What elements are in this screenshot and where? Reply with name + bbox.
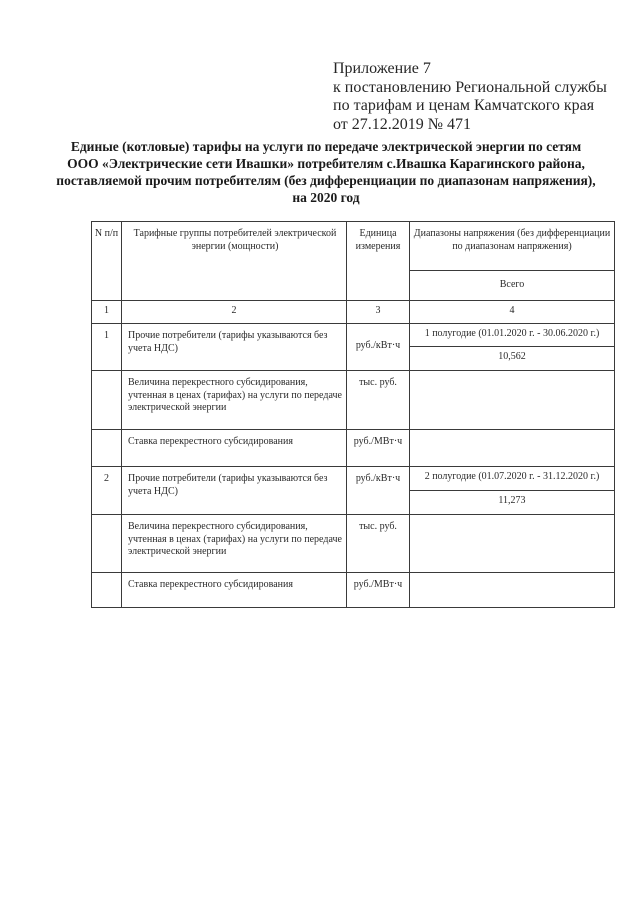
row-period: 2 полугодие (01.07.2020 г. - 31.12.2020 г.) <box>410 467 615 491</box>
table-row <box>92 467 615 491</box>
row-group: Прочие потребители (тарифы указываются без учета НДС) <box>122 324 347 371</box>
rate-unit: руб./МВт·ч <box>347 430 410 467</box>
header-group: Тарифные группы потребителей электрической энергии (мощности) <box>122 222 347 301</box>
rate-unit: руб./МВт·ч <box>347 573 410 608</box>
row-group: Прочие потребители (тарифы указываются без учета НДС) <box>122 467 347 515</box>
document-title <box>40 138 612 206</box>
subsidy-unit: тыс. руб. <box>347 515 410 573</box>
column-number-row <box>92 301 615 324</box>
empty-cell <box>92 430 122 467</box>
row-period: 1 полугодие (01.01.2020 г. - 30.06.2020 г.) <box>410 324 615 347</box>
empty-cell <box>410 573 615 608</box>
rate-label: Ставка перекрестного субсидирования <box>122 573 347 608</box>
subsidy-unit: тыс. руб. <box>347 371 410 430</box>
column-number: 1 <box>92 301 122 324</box>
header-num: N п/п <box>92 222 122 301</box>
empty-cell <box>410 430 615 467</box>
empty-cell <box>92 573 122 608</box>
row-number: 2 <box>92 467 122 515</box>
subsidy-label: Величина перекрестного субсидирования, учтенная в ценах (тарифах) на услуги по передаче электрической энергии <box>122 371 347 430</box>
table-row <box>92 324 615 347</box>
column-number: 2 <box>122 301 347 324</box>
empty-cell <box>410 371 615 430</box>
rate-label: Ставка перекрестного субсидирования <box>122 430 347 467</box>
appendix-line-3: по тарифам и ценам Камчатского края <box>333 97 595 114</box>
header-ranges: Диапазоны напряжения (без дифференциации по диапазонам напряжения) <box>410 222 615 271</box>
title-line-4: на 2020 год <box>292 190 360 205</box>
appendix-block <box>333 60 633 134</box>
empty-cell <box>92 371 122 430</box>
column-number: 3 <box>347 301 410 324</box>
empty-cell <box>92 515 122 573</box>
empty-cell <box>410 515 615 573</box>
table-row <box>92 515 615 573</box>
row-value: 10,562 <box>410 347 615 371</box>
subsidy-label: Величина перекрестного субсидирования, учтенная в ценах (тарифах) на услуги по передаче электрической энергии <box>122 515 347 573</box>
row-number: 1 <box>92 324 122 371</box>
header-total: Всего <box>410 271 615 301</box>
table-header-row <box>92 222 615 271</box>
appendix-line-4: от 27.12.2019 № 471 <box>333 115 472 133</box>
header-unit: Единица измерения <box>347 222 410 301</box>
table-row <box>92 371 615 430</box>
title-line-2: ООО «Электрические сети Ивашки» потребителям с.Ивашка Карагинского района, <box>67 156 585 171</box>
tariff-table <box>91 221 615 608</box>
row-value: 11,273 <box>410 491 615 515</box>
column-number: 4 <box>410 301 615 324</box>
appendix-line-1: Приложение 7 <box>333 60 431 77</box>
row-unit: руб./кВт·ч <box>347 467 410 515</box>
row-unit: руб./кВт·ч <box>347 324 410 371</box>
title-line-1: Единые (котловые) тарифы на услуги по передаче электрической энергии по сетям <box>70 139 582 154</box>
appendix-line-2: к постановлению Региональной службы <box>333 78 607 96</box>
table-row <box>92 573 615 608</box>
table-row <box>92 430 615 467</box>
title-line-3: поставляемой прочим потребителям (без дифференциации по диапазонам напряжения), <box>56 173 596 188</box>
